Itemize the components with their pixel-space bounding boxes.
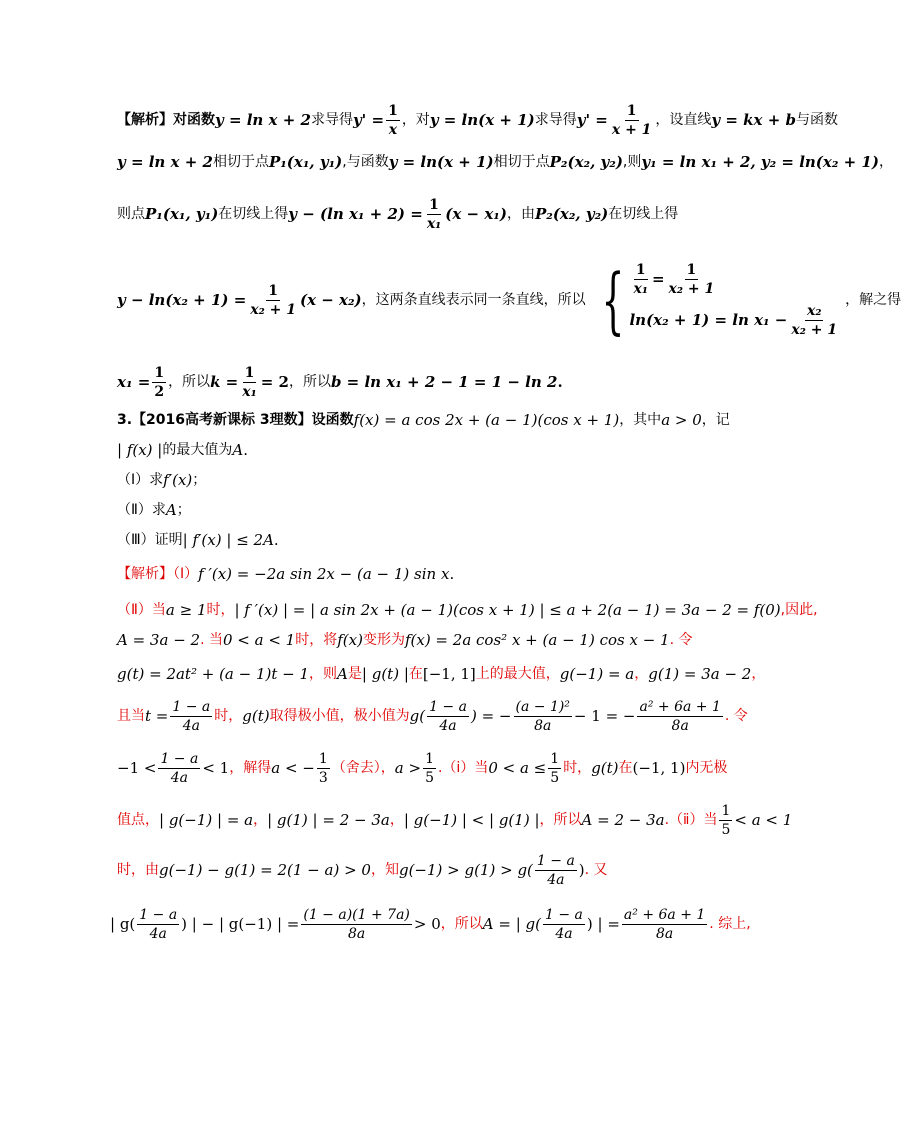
fraction: $\frac{1}{x + 1}$ [611,102,652,138]
fraction: $\frac{1}{3}$ [318,750,328,786]
solution-3-part-2-line-6 [117,798,792,842]
text: . 又 [584,862,608,878]
text: 上的最大值， [475,666,560,682]
text: . 令 [669,632,693,648]
text: ，记 [701,412,730,428]
math: | g( [110,914,136,933]
text: . 当 [200,632,223,648]
math: A = | g( [482,914,541,933]
system-row-2: ln(x₂ + 1) = ln x₁ − $\frac{\text{x₂}}{\text{x₂ + 1}}$ [629,303,838,338]
math: f ′(x) = −2a sin 2x − (a − 1) sin x [198,564,450,583]
math: g(−1) − g(1) = 2(1 − a) > 0 [159,860,371,879]
text: .（ⅰ）当 [437,760,489,776]
text: 在切线上得 [218,206,289,222]
math: P₂(x₂, y₂) [534,204,609,223]
text: 取得极小值，极小值为 [269,708,410,724]
solution-3-part-2-line-3 [117,652,765,696]
math: b = ln x₁ + 2 − 1 = 1 − ln 2 [330,372,558,391]
text: 相切于点 [212,154,269,170]
text: ，这两条直线表示同一条直线，所以 [361,292,586,308]
math: y' = [576,110,608,129]
text: ， [878,154,893,170]
solution-line-1 [117,98,838,142]
text: ，所以 [440,916,483,932]
text: 求导得 [310,112,353,128]
fraction: $\frac{1 - a}{4a}$ [160,750,199,786]
text: . 令 [724,708,748,724]
text: . [243,440,248,459]
math: f(x) [337,630,363,649]
text: 在 [408,666,423,682]
math: (−1, 1) [632,758,686,777]
text: 的最大值为 [162,442,233,458]
text: . 综上, [709,916,751,932]
fraction: $\frac{1}{\text{x₁}}$ [426,196,442,232]
math: − 1 = − [573,706,636,725]
math: | f′(x) | ≤ 2A [182,530,274,549]
math: (x − x₂) [299,290,362,309]
math: A = 2 − 3a [581,810,665,829]
text: ，所以 [168,374,211,390]
equation-system [590,258,841,342]
text: （Ⅱ）当 [117,602,166,618]
math: a > 0 [661,410,702,429]
solution-3-part-2-line-4 [117,694,748,738]
math: 0 < a ≤ [488,758,547,777]
math: (x − x₁) [445,204,507,223]
fraction: $\frac{1}{\text{x₂ + 1}}$ [250,282,296,318]
solution-3-part-2-line-8 [110,902,751,946]
solution-line-4 [117,255,901,345]
math: g( [409,706,426,725]
text: ,则 [622,154,642,170]
math: g(−1) = a [559,664,635,683]
text: 且当 [117,708,145,724]
math: | g(1) | = 2 − 3a [267,810,390,829]
text: （Ⅰ）求 [117,472,164,488]
text: ，设直线 [655,112,712,128]
math: g(t) [242,706,270,725]
fraction: $\frac{(1 - a)(1 + 7a)}{8a}$ [303,906,410,942]
math: < a < 1 [734,810,793,829]
fraction: $\frac{1}{\text{x₁}}$ [242,364,257,400]
text: 时， [206,602,235,618]
solution-line-3 [117,192,678,236]
fraction: $\frac{1}{x}$ [388,102,398,138]
math: < 1 [202,758,230,777]
fraction: $\frac{1}{5}$ [425,750,434,786]
text: （舍去）， [331,760,395,776]
fraction: $\frac{\text{a² + 6a + 1}}{8a}$ [623,906,706,942]
math: f(x) = a cos 2x + (a − 1)(cos x + 1) [353,410,620,429]
fraction: $\frac{1 - a}{4a}$ [429,698,467,734]
math: y' = [352,110,385,129]
math: [−1, 1] [422,664,476,683]
text: 在切线上得 [608,206,679,222]
solution-3-part-2-line-5 [117,746,727,790]
math: P₁(x₁, y₁) [145,204,219,223]
text: . [449,564,455,583]
math: g(t) [591,758,619,777]
system-row-1: $\frac{1}{\text{x₁}}$ = $\frac{1}{\text{x₂ + 1}}$ [633,262,715,297]
math: = 2 [260,372,289,391]
math: A [165,500,177,519]
text: ，对 [401,112,430,128]
math: y₁ = ln x₁ + 2, y₂ = ln(x₂ + 1) [641,152,879,171]
text: ，解之得 [845,292,901,308]
math: | g(−1) | < | g(1) | [403,810,540,829]
text: ， [751,666,766,682]
text: 时， [214,708,243,724]
math: A [232,440,244,459]
text: 则点 [117,206,145,222]
text: 时， [563,760,592,776]
math: y − ln(x₂ + 1) = [117,290,247,309]
text: ，知 [370,862,399,878]
math: y − (ln x₁ + 2) = [288,204,423,223]
math: f′(x) [163,470,193,489]
math: y = ln(x + 1) [388,152,494,171]
text: 是 [347,666,362,682]
math: t = [145,706,169,725]
fraction: $\frac{1 - a}{4a}$ [536,852,575,888]
fraction: $\frac{1 - a}{4a}$ [545,906,583,942]
text: ,与函数 [342,154,389,170]
text: ，其中 [619,412,662,428]
fraction: $\frac{1}{5}$ [550,750,560,786]
text: ，由 [506,206,535,222]
math: g(t) = 2at² + (a − 1)t − 1 [117,664,310,683]
text: 【解析】对函数 [117,112,215,128]
text: 与函数 [796,112,838,128]
text: 在 [618,760,633,776]
text: ， [253,812,268,828]
text: ； [176,502,191,518]
text: ，解得 [229,760,272,776]
text: 时，将 [295,632,338,648]
text: （Ⅱ）求 [117,502,166,518]
text: . [273,530,279,549]
math: | f ′(x) | = | a sin 2x + (a − 1)(cos x + 1) | ≤ a + 2(a − 1) = 3a − 2 = f(0) [234,600,781,619]
text: 时，由 [117,862,159,878]
text: ，所以 [288,374,331,390]
math: 0 < a < 1 [222,630,296,649]
text: 值点， [117,812,159,828]
solution-3-part-2-line-7 [117,848,608,892]
math: ) = − [470,706,512,725]
solution-label: 【解析】（Ⅰ） [117,566,199,582]
text: ，所以 [539,812,582,828]
solution-line-2 [117,140,893,184]
math: ) [578,860,585,879]
text: ， [389,812,404,828]
fraction: $\frac{\text{(a − 1)²}}{8a}$ [515,698,570,734]
text: 内无极 [685,760,728,776]
problem-heading: 3.【2016高考新课标 3理数】设函数 [117,412,354,428]
fraction: $\frac{1}{5}$ [721,802,731,838]
text: ，则 [309,666,338,682]
math: y = ln x + 2 [215,110,311,129]
text: （Ⅲ）证明 [117,532,183,548]
fraction: $\frac{1}{2}$ [154,364,165,400]
math: P₁(x₁, y₁) [268,152,343,171]
fraction: $\frac{1 - a}{4a}$ [172,698,211,734]
left-brace: { [601,258,625,342]
math: g(−1) > g(1) > g( [398,860,533,879]
math: a > [394,758,422,777]
math: ) | − | g(−1) | = [181,914,300,933]
math: y = kx + b [711,110,796,129]
math: | f(x) | [117,440,163,459]
text: 相切于点 [493,154,550,170]
math: P₂(x₂, y₂) [549,152,623,171]
math: x₁ = [117,372,151,391]
math: ) | = [586,914,620,933]
math: f(x) = 2a cos² x + (a − 1) cos x − 1 [404,630,670,649]
fraction: $\frac{\text{a² + 6a + 1}}{8a}$ [639,698,721,734]
math: y = ln(x + 1) [429,110,535,129]
text: 求导得 [534,112,577,128]
text: 变形为 [362,632,405,648]
math: | g(t) | [361,664,409,683]
math: −1 < [117,758,157,777]
math: > 0 [413,914,441,933]
math: a ≥ 1 [165,600,207,619]
text: ， [634,666,649,682]
math: y = ln x + 2 [117,152,213,171]
text: .（ⅱ）当 [664,812,718,828]
math: A = 3a − 2 [117,630,201,649]
fraction: $\frac{1 - a}{4a}$ [139,906,178,942]
math: k = [210,372,239,391]
math: | g(−1) | = a [159,810,254,829]
math: g(1) = 3a − 2 [648,664,752,683]
text: ； [192,472,207,488]
text: ,因此, [780,602,818,618]
text: . [557,372,563,391]
math: a < − [271,758,315,777]
math: A [337,664,348,683]
